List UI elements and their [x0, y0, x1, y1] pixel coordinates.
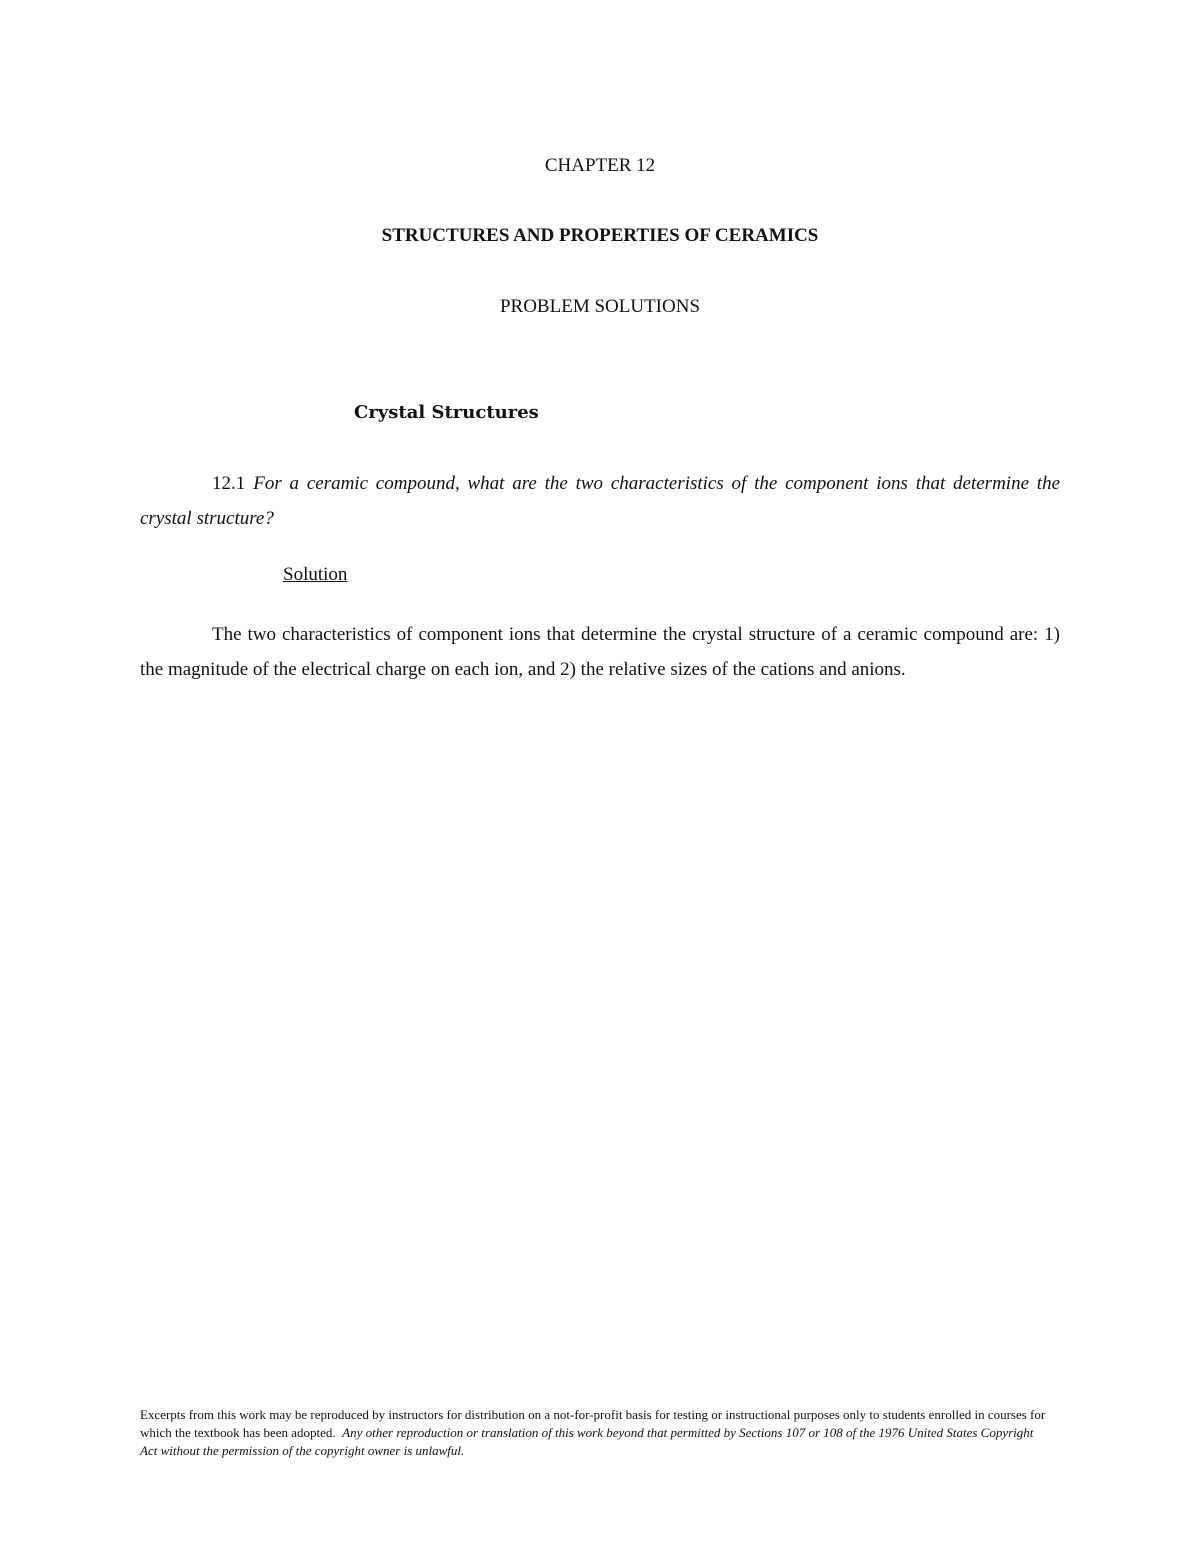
solution-label: Solution	[283, 564, 348, 585]
chapter-title: STRUCTURES AND PROPERTIES OF CERAMICS	[381, 225, 819, 246]
section-heading: Crystal Structures	[354, 402, 539, 423]
problem-number: 12.1	[212, 473, 246, 494]
problem-answer	[140, 617, 1060, 687]
problem-answer-text: The two characteristics of component ions that determine the crystal structure of a ceramic compound are: 1) the magnitude of the electrical charge on each ion, and 2) the relative sizes of the cations and anions.	[140, 624, 1060, 680]
copyright-footer	[140, 1406, 1050, 1460]
footer-notice: Excerpts from this work may be reproduced by instructors for distribution on a not-for-profit basis for testing or instructional purposes only to students enrolled in courses for which the textbook has been adopted.	[140, 1407, 1046, 1440]
problem-question	[140, 466, 1060, 536]
chapter-label: CHAPTER 12	[544, 155, 656, 176]
problem-question-text: For a ceramic compound, what are the two characteristics of the component ions that determine the crystal structure?	[140, 473, 1060, 529]
chapter-subtitle: PROBLEM SOLUTIONS	[499, 296, 701, 317]
footer-warning: Any other reproduction or translation of this work beyond that permitted by Sections 107 or 108 of the 1976 United States Copyright Act without the permission of the copyright owner is unlawful.	[140, 1425, 1034, 1458]
